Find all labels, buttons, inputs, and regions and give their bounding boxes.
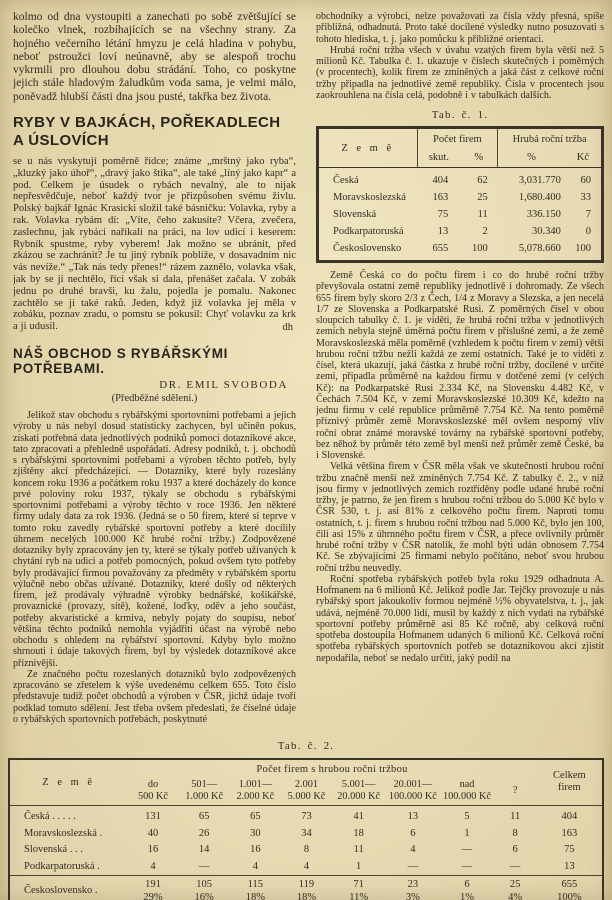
cell-value: 14 [198,844,210,855]
table-2-wrapper [8,758,604,900]
cell-value: 11 [510,811,521,822]
land-name: Moravskoslezská [333,192,406,203]
land-name: Podkarpatoruská . [24,860,100,872]
cell-value: 41 [353,811,364,822]
table-row [318,189,603,206]
tab2-header-total-line2: firem [557,782,581,793]
cell-value: 30 [250,827,261,839]
cell-value: 5 [464,811,470,822]
tab1-subheader-percent: % [460,147,497,168]
cell-value: 163 [432,192,449,203]
cell-total: 191 29% [127,876,178,900]
cell-value: 34 [301,827,312,839]
article-paragraph-1: Jelikož stav obchodu s rybářskými sportovními potřebami a jejich výroby u nás nebyl dosud statisticky zachycen, byl učiněn pokus, získati potřebná data jednotlivých podniků pomocí dotazníkové akce, tato zpracovati a přehledně uspořádati. Adresy podniků, t. j. obchodů s rybářskými sportovními potřebami a výroben těchto potřeb, byly zjištěny akcí předcházející. — Dotazníky, které byly rozeslány koncem roku 1936 a počátkem roku 1937 a které docházely do konce prvé poloviny roku 1937, týkaly se obchodu s rybářskými sportovními potřebami a výroby těchto v roce 1936. Jen některé firmy udaly data za rok 1936. (Jedná se o 50 firem, které si teprve v tomto roku zavedly rybářské sportovní potřeby a které docílily úhrnem necelých 100.000 Kč hrubé roční tržby.) Zodpovězené dotazníky byly zpracovány jen ty, které se týkaly potřeb užívaných k chytání ryb na udici a potřeb pomocných, pokud ovšem tyto potřeby byly prodávající firmou považovány za předměty v rybářském sportu výlučně nebo občas užívané. Dotazníky, které došly od některých firem, jež prodávaly výhradně výrobky bednářské, košikářské, provaznické (provazy, sítě), kožené, loďky, oděv a jeho součást, potřeby akvaristické a krmiva, nebyly pojaty do soupisu, neboť většina těchto podniků nemohla vyjádřiti účast na výrobě nebo obchodu s ohledem na rybářství sportovní. Kdyby bylo možno shrnouti i údaje takových firem, byl by výsledek dotazníkové akce příznivější. [13,410,296,669]
table-row-total [318,240,603,262]
cell-value: — [461,844,473,855]
table2-caption: Tab. č. 2. [277,740,335,752]
cell-value: 13 [407,811,419,822]
article-title: NÁŠ OBCHOD S RYBÁŘSKÝMI POTŘEBAMI. [13,346,229,377]
cell-value: 336.150 [526,209,561,220]
cell-total: 105 16% [179,876,230,900]
cell-value: — [407,860,419,872]
cell-value: 163 [561,827,578,839]
tab2-range-2: 501— 1.000 Kč [179,777,230,806]
cell-value: 11 [353,844,364,855]
intro-paragraph: kolmo od dna vystoupiti a zanechati po sobě zvětšující se kolečko vlnek, rozbíhajících se na všechny strany. Za hojného večerního létání hmyzu je celá hladina v pohybu, neboť pstroužci loví neúnavně, aby se alespoň trochu vykrmili pro dlouhou dobu strádání. Toho, co poskytne jejich stále hladovým žaludkům voda sama, je velmi málo, poněvadž hlubší části dna jsou pusté, takřka bez života. [13,11,296,103]
land-name: Moravskoslezská . [24,827,103,839]
fable-paragraph: se u nás vyskytují poměrně řídce; známe „mrštný jako ryba“, „kluzký jako úhoř“, „dravý jako štika“, ale také „líný jako kapr“ a pod. Celkem je úsudek o rybách nevalný, ale to nijak nepřesvědčuje, neboť každý tvor je přizpůsoben svému živlu. Polský bajkář Ignác Krasicki složil také básničku: Volavka, ryby a rak. Volavka rybám dí: „Víte, čeho zakusíte? Včera, zvečera, zaslechnu, jak rybáci naříkali na práci, na lov udicí i keserem: Rybník spustme, ryby vyberem! Jak možno se ubránit, před zkázou se zachránit? Je tu jiný rybník poblíže, v dosavadním nic vás nevíže.“ „Tak nás tedy přenes!“ rázem zaznělo, volavka však, jak by se jí nechtělo, říci však si dala, přenášet začala. V zobák jednu po druhé bravši, ku žalu, pojedla je pomalu. Nakonec zachtělo se jí také raků. Jeden, když již volavka jej měla v zobáku, poznav zradu, o pomstu se pokusil: Chyť volavku za krk a ji udusil. [13,156,296,333]
table-row [318,206,603,223]
cell-value: 30.340 [531,226,561,237]
cell-value: 13 [437,226,449,237]
cell-value: 25 [477,192,488,203]
cell-value: 4 [410,844,416,855]
article-paragraph-4: Hrubá roční tržba všech v úvahu vzatých firem byla větší než 5 milionů Kč. Tabulka č. 1. ukazuje v číslech skutečných i poměrných (v procentech), kolik firem ze zmíněných a jaká část z celkové roční tržby připadla na jednotlivé země republiky. Čísla v procentech jsou zaokrouhlena na čísla celá, podobně i v tabulkách dalších. [316,44,604,101]
section-heading-line1: RYBY V BAJKÁCH, POŘEKADLECH [13,114,281,132]
cell-value: 60 [580,175,591,186]
tab2-range-4: 2.001 5.000 Kč [281,777,332,806]
table-row-total [9,876,603,900]
left-column [13,11,296,738]
cell-value: 75 [437,209,449,220]
cell-value: — [461,860,473,872]
cell-value: 0 [585,226,591,237]
tab2-range-unknown: ? [494,777,537,806]
cell-value: 655 [432,243,449,254]
table-1-gross-revenue-by-land [316,126,604,263]
tab2-header-group: Počet firem s hrubou roční tržbou [256,764,408,775]
cell-value: 7 [585,209,591,220]
land-name: Slovenská [333,209,377,220]
cell-value: 100 [472,243,488,254]
tab2-range-1: do 500 Kč [127,777,178,806]
table-header-row [9,759,603,777]
tab1-header-firm-count: Počet firem [417,128,498,148]
cell-value: 16 [147,844,159,855]
cell-value: 8 [303,844,310,855]
cell-value: — [509,860,521,872]
cell-value: 1 [356,860,362,872]
cell-value: 16 [250,844,261,855]
tab2-range-6: 20.001— 100.000 Kč [385,777,440,806]
cell-value: 5,078.660 [518,243,561,254]
tab1-header-country: Z e m ě [318,128,418,168]
cell-total: 115 18% [230,876,281,900]
cell-value: 18 [353,827,364,839]
table-row [318,223,603,240]
table-row [9,842,603,859]
cell-value: 1,680.400 [518,192,561,203]
land-name: Podkarpatoruská [333,226,404,237]
cell-value: 6 [512,844,518,855]
table-header-row [318,128,603,148]
cell-total: 25 4% [494,876,537,900]
cell-value: 131 [145,811,161,822]
land-name: Česká [333,175,359,186]
table-2-firms-by-revenue-band [8,758,604,900]
tab2-range-3: 1.001— 2.000 Kč [230,777,281,806]
cell-total: 23 3% [385,876,440,900]
article-subtitle: (Předběžné sdělení.) [111,393,198,405]
cell-value: 75 [564,844,575,855]
table-row [9,859,603,876]
cell-value: 100 [575,243,591,254]
cell-value: — [198,860,210,872]
cell-value: 11 [477,209,488,220]
cell-total: 119 18% [281,876,332,900]
section-heading-line2: A ÚSLOVÍCH [13,131,109,149]
table-row [318,168,603,190]
article-author: DR. EMIL SVOBODA [159,379,288,392]
cell-value: 4 [303,860,310,872]
cell-value: 13 [564,860,575,872]
tab1-subheader-actual: skut. [417,147,460,168]
table-row [9,826,603,843]
cell-value: 3,031.770 [518,175,561,186]
cell-value: 6 [410,827,416,839]
article-paragraph-6: Velká většina firem v ČSR měla však ve skutečnosti hrubou roční tržbu značně menší než zmíněných 7.754 Kč. Z tabulky č. 2., v níž jsou firmy v jednotlivých zemích roztříděny podle udané hrubé roční tržby, je patrno, že jen firem s hrubou roční tržbou do 5.000 Kč bylo v ČSR 530, t. j. asi 81% z celkového počtu firem. Naproti tomu ostatních, t. j. firem s hrubou roční tržbou nad 5.000 Kč, bylo jen 100, čili asi 15% z úhrnného počtu firem v ČSR, a přece ovlivnily průměr hrubé roční tržby v ČSR natolik, že mohl býti udán obnosem 7.754 Kč. Se zbývajícími 25 firmami nebylo počítáno, neboť svou hrubou roční tržbu neuvedly. [316,461,604,574]
cell-value: 40 [147,827,159,839]
cell-value: 26 [198,827,210,839]
cell-value: 2 [482,226,488,237]
table-row [9,806,603,826]
article-paragraph-2: Ze značného počtu rozeslaných dotazníků bylo zodpovězených zpracováno se zřetelem k výše uvedenému celkem 655. Toto číslo představuje tudíž počet obchodů a výroben v ČSR, jichž údaje tvoří podklad tomuto sdělení. Jest třeba ovšem předeslati, že číselné údaje o rybářských sportovních potřebách, poskytnuté [13,668,296,725]
article-paragraph-3: obchodníky a výrobci, nelze považovati za čísla vždy přesná, spíše přibližná, odhadnutá. Proto také docílené výsledky nutno posuzovati s tohoto hlediska, t. j. jako pomůcku k přibližné orientaci. [316,11,604,45]
cell-value: 1 [464,827,470,839]
tab1-subheader-revenue-percent: % [498,147,565,168]
cell-value: 404 [561,811,578,822]
table1-caption: Tab. č. 1. [431,109,489,121]
cell-value: 4 [150,860,156,872]
cell-total: 71 11% [332,876,385,900]
land-name: Česká . . . . . [24,811,76,822]
tab2-header-total [537,759,603,806]
tab2-header-country: Z e m ě [9,759,127,806]
tab2-header-total-line1: Celkem [553,770,586,781]
cell-value: 62 [477,175,488,186]
tab1-header-gross-revenue: Hrubá roční tržba [498,128,603,148]
land-name: Československo [333,243,402,254]
cell-value: 73 [301,811,312,822]
land-name: Slovenská . . . [24,844,83,855]
cell-value: 65 [250,811,261,822]
cell-value: 404 [432,175,449,186]
tab2-range-5: 5.001— 20.000 Kč [332,777,385,806]
cell-total: 655 100% [537,876,603,900]
right-column [316,11,604,738]
article-paragraph-7: Roční spotřeba rybářských potřeb byla roku 1929 odhadnuta A. Hofmanem na 6 milionů Kč. Jelikož podle Jar. Tejčky provozuje u nás rybářský sport jakoukoliv formou nejméně ½% obyvatelstva, t. j., jak udává, nejméně 70.000 lidí, musil by každý z nich vydati na rybářské sportovní potřeby průměrně asi 85 Kč ročně, aby celková roční spotřeba dostoupila Hofmanem udaných 6 milionů Kč. Celková roční spotřeba rybářských sportovních potřeb se dotazníkovou akcí zjistit nepodařila, neboť se nedalo určiti, jaký podíl na [316,573,604,664]
article-paragraph-5: Země Česká co do počtu firem i co do hrubé roční tržby převyšovala ostatní země republiky jednotlivě i dohromady. Ze všech 655 firem byly skoro 2/3 z Čech, 1/4 z Moravy a Slezska, a jen necelá 1/7 ze Slovenska a Podkarpatské Rusi. Z poměrných čísel v obou sloupcích tabulky č. 1. je viděti, že hrubá roční tržba v jednotlivých zemích nebyla stejně úměrná počtu firem v příslušné zemi, a že země Moravskoslezská měla poměrně (vzhledem k počtu firem v zemi) větší hrubou roční tržbu nežli každá ze zemí ostatních. Také je to viděti z čísel, která ukazují, jaká částka z hrubé roční tržby, docílené v určité zemi, připadla průměrně na každou firmu v dotčené zemi (v celých Kč): na Podkarpatské Rusi 2.334 Kč, na Slovensku 4.482 Kč, v Čechách 7.504 Kč, v zemi Moravskoslezské 10.309 Kč, kdežto na jednu firmu v celé republice průměrně 7.754 Kč. Na tento poměrně příznivý průměr země Moravskoslezské měl ovšem nesporný vliv roční obrat známé moravské továrny na rybářské sportovní potřeby, bez něhož by průměr této země byl menší než průměr země České, ba i Slovenské. [316,270,604,461]
section-heading-fables [13,114,296,149]
cell-value: 33 [580,192,591,203]
cell-value: 8 [512,827,518,839]
cell-total: 6 1% [440,876,493,900]
cell-value: 4 [252,860,258,872]
land-name: Československo . [9,876,127,900]
fable-signature: dh [282,322,293,334]
tab2-range-7: nad 100.000 Kč [440,777,493,806]
cell-value: 65 [198,811,210,822]
tab1-subheader-revenue-kc: Kč [565,147,603,168]
